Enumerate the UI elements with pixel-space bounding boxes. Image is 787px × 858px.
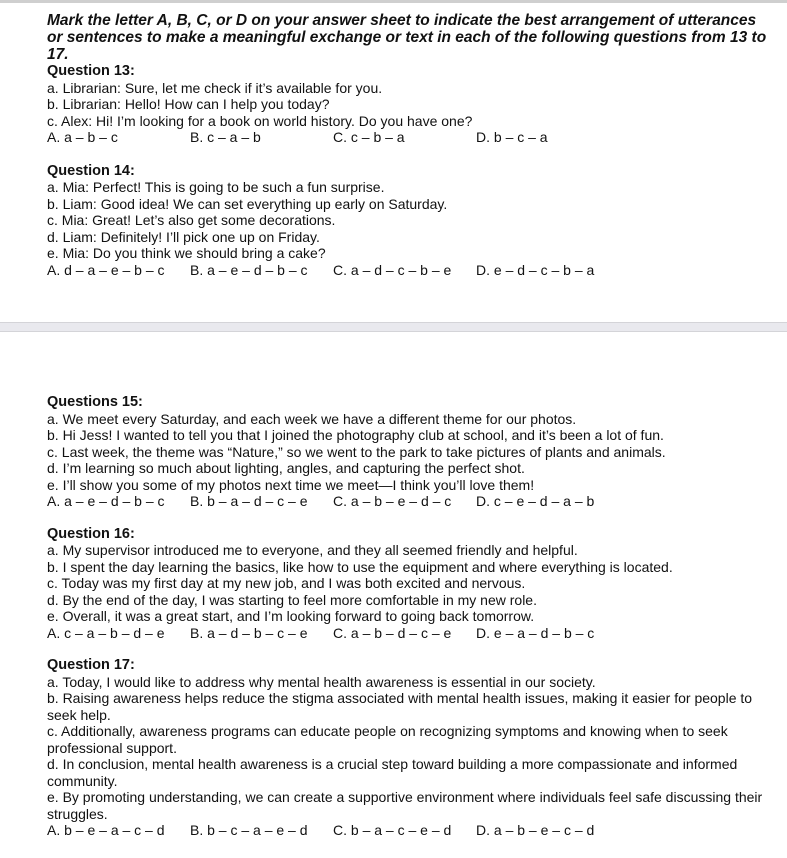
sentence-c: c. Additionally, awareness programs can educate people on recognizing symptoms and knowing when to seek professional support. xyxy=(47,723,728,756)
answer-options xyxy=(47,625,772,642)
sentence-b: b. Liam: Good idea! We can set everything up early on Saturday. xyxy=(47,195,448,212)
sentence-d: d. Liam: Definitely! I’ll pick one up on Friday. xyxy=(47,228,320,245)
option-d[interactable]: D. c – e – d – a – b xyxy=(476,493,595,509)
option-c[interactable]: C. b – a – c – e – d xyxy=(333,822,452,838)
option-d[interactable]: D. e – a – d – b – c xyxy=(476,624,595,641)
sentence-c: c. Mia: Great! Let’s also get some decorations. xyxy=(47,212,336,228)
sentence-d: d. In conclusion, mental health awareness is a crucial step toward building a more compassionate and informed community. xyxy=(47,756,738,789)
question-15 xyxy=(47,394,772,510)
sentence-d: d. I’m learning so much about lighting, angles, and capturing the perfect shot. xyxy=(47,460,525,476)
sentence-e: e. Mia: Do you think we should bring a cake? xyxy=(47,245,326,261)
question-title: Questions 15: xyxy=(47,394,143,410)
question-title: Question 13: xyxy=(47,63,135,79)
option-d[interactable]: D. a – b – e – c – d xyxy=(476,822,595,838)
top-divider xyxy=(0,0,787,3)
question-title: Question 17: xyxy=(47,657,135,673)
sentence-a: a. Librarian: Sure, let me check if it’s available for you. xyxy=(47,79,383,96)
answer-options xyxy=(47,129,772,146)
sentence-c: c. Last week, the theme was “Nature,” so we went to the park to take pictures of plants and animals. xyxy=(47,443,666,460)
sentence-c: c. Today was my first day at my new job, and I was both excited and nervous. xyxy=(47,575,526,591)
option-b[interactable]: B. a – d – b – c – e xyxy=(190,624,308,641)
option-a[interactable]: A. b – e – a – c – d xyxy=(47,822,165,838)
question-13 xyxy=(47,63,772,146)
option-c[interactable]: C. a – b – e – d – c xyxy=(333,493,452,509)
option-b[interactable]: B. a – e – d – b – c xyxy=(190,261,308,278)
sentence-a: a. My supervisor introduced me to everyone, and they all seemed friendly and helpful. xyxy=(47,542,578,558)
question-14 xyxy=(47,163,772,279)
sentence-b: b. Librarian: Hello! How can I help you today? xyxy=(47,96,330,112)
sentence-b: b. Hi Jess! I wanted to tell you that I joined the photography club at school, and it’s been a lot of fun. xyxy=(47,427,664,443)
option-b[interactable]: B. c – a – b xyxy=(190,129,261,145)
page-separator xyxy=(0,322,787,332)
sentence-c: c. Alex: Hi! I’m looking for a book on world history. Do you have one? xyxy=(47,112,473,129)
option-b[interactable]: B. b – a – d – c – e xyxy=(190,493,308,509)
sentence-d: d. By the end of the day, I was starting to feel more comfortable in my new role. xyxy=(47,591,537,608)
option-a[interactable]: A. a – b – c xyxy=(47,129,118,145)
page-1 xyxy=(47,12,772,278)
option-d[interactable]: D. b – c – a xyxy=(476,129,548,145)
answer-options xyxy=(47,493,772,510)
option-c[interactable]: C. c – b – a xyxy=(333,129,405,145)
sentence-e: e. I’ll show you some of my photos next time we meet—I think you’ll love them! xyxy=(47,476,535,493)
question-17 xyxy=(47,657,772,839)
sentence-e: e. By promoting understanding, we can create a supportive environment where individuals feel safe discussing their struggles. xyxy=(47,789,763,822)
sentence-b: b. Raising awareness helps reduce the stigma associated with mental health issues, making it easier for people to seek help. xyxy=(47,690,753,723)
option-a[interactable]: A. a – e – d – b – c xyxy=(47,493,165,509)
sentence-e: e. Overall, it was a great start, and I’m looking forward to going back tomorrow. xyxy=(47,608,535,624)
question-title: Question 14: xyxy=(47,162,135,179)
option-c[interactable]: C. a – b – d – c – e xyxy=(333,624,452,641)
option-b[interactable]: B. b – c – a – e – d xyxy=(190,822,308,838)
option-c[interactable]: C. a – d – c – b – e xyxy=(333,261,452,278)
sentence-b: b. I spent the day learning the basics, like how to use the equipment and where everything is located. xyxy=(47,558,673,575)
question-16 xyxy=(47,526,772,642)
option-a[interactable]: A. c – a – b – d – e xyxy=(47,624,165,641)
option-a[interactable]: A. d – a – e – b – c xyxy=(47,261,165,278)
option-d[interactable]: D. e – d – c – b – a xyxy=(476,261,595,278)
instruction-text: Mark the letter A, B, C, or D on your answer sheet to indicate the best arrangement of utterances or sentences to make a meaningful exchange or text in each of the following questions from 13 to 17. xyxy=(47,12,767,63)
answer-options xyxy=(47,262,772,279)
sentence-a: a. We meet every Saturday, and each week we have a different theme for our photos. xyxy=(47,410,577,427)
answer-options xyxy=(47,822,772,839)
sentence-a: a. Mia: Perfect! This is going to be such a fun surprise. xyxy=(47,179,385,195)
page-2 xyxy=(47,394,772,839)
sentence-a: a. Today, I would like to address why mental health awareness is essential in our society. xyxy=(47,673,596,690)
question-title: Question 16: xyxy=(47,525,135,542)
